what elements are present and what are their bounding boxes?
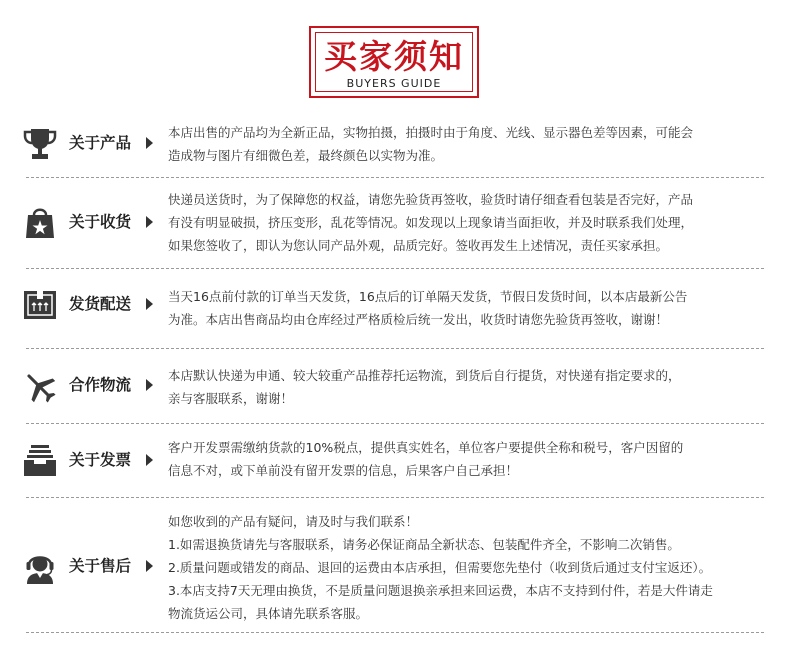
arrow-right-icon	[146, 454, 153, 466]
divider	[26, 268, 764, 269]
text-line: 2.质量问题或错发的商品、退回的运费由本店承担，但需要您先垫付（收到货后通过支付宝返还）。	[168, 560, 712, 575]
divider	[26, 423, 764, 424]
airplane-icon	[22, 369, 58, 405]
text-line: 造成物与图片有细微色差，最终颜色以实物为准。	[168, 148, 444, 163]
arrow-right-icon	[146, 216, 153, 228]
section-text	[168, 436, 778, 482]
text-line: 当天16点前付款的订单当天发货，16点后的订单隔天发货，节假日发货时间，以本店最新公告	[168, 289, 688, 304]
text-line: 为准。本店出售商品均由仓库经过严格质检后统一发出，收货时请您先验货再签收，谢谢！	[168, 312, 669, 327]
text-line: 信息不对，或下单前没有留开发票的信息，后果客户自己承担！	[168, 463, 519, 478]
title-inner-frame	[315, 32, 473, 92]
invoice-tray-icon	[22, 443, 58, 479]
divider	[26, 497, 764, 498]
arrow-right-icon	[146, 137, 153, 149]
text-line: 如果您签收了，即认为您认同产品外观，品质完好。签收再发生上述情况，责任买家承担。	[168, 238, 669, 253]
section-label: 关于产品	[69, 134, 132, 152]
text-line: 亲与客服联系，谢谢！	[168, 391, 294, 406]
section-label: 发货配送	[69, 295, 132, 313]
text-line: 1.如需退换货请先与客服联系，请务必保证商品全新状态、包装配件齐全，不影响二次销售。	[168, 537, 680, 552]
section-label: 关于收货	[69, 213, 132, 231]
text-line: 客户开发票需缴纳货款的10%税点，提供真实姓名，单位客户要提供全称和税号，客户因留的	[168, 440, 684, 455]
text-line: 3.本店支持7天无理由换货，不是质量问题退换亲承担来回运费，本店不支持到付件，若是大件请走	[168, 583, 713, 598]
section-label: 关于发票	[69, 451, 132, 469]
divider	[26, 177, 764, 178]
divider	[26, 632, 764, 633]
package-box-icon	[22, 287, 58, 323]
text-line: 有没有明显破损，挤压变形，乱花等情况。如发现以上现象请当面拒收，并及时联系我们处理，	[168, 215, 694, 230]
section-label: 关于售后	[69, 557, 132, 575]
arrow-right-icon	[146, 560, 153, 572]
shopping-bag-icon	[22, 204, 58, 240]
text-line: 如您收到的产品有疑问，请及时与我们联系！	[168, 514, 419, 529]
text-line: 本店默认快递为申通、较大较重产品推荐托运物流，到货后自行提货，对快递有指定要求的，	[168, 368, 681, 383]
divider	[26, 348, 764, 349]
section-text	[168, 285, 778, 331]
section-text	[168, 510, 778, 625]
section-text	[168, 364, 778, 410]
customer-service-icon	[22, 549, 58, 585]
text-line: 物流货运公司，具体请先联系客服。	[168, 606, 369, 621]
page-subtitle: BUYERS GUIDE	[346, 77, 442, 90]
section-text	[168, 121, 778, 167]
title-box	[309, 26, 479, 98]
section-label: 合作物流	[69, 376, 132, 394]
text-line: 快递员送货时，为了保障您的权益，请您先验货再签收，验货时请仔细查看包装是否完好，产品	[168, 192, 694, 207]
arrow-right-icon	[146, 379, 153, 391]
trophy-icon	[22, 126, 58, 162]
section-text	[168, 188, 778, 257]
page-title: 买家须知	[324, 37, 464, 76]
text-line: 本店出售的产品均为全新正品，实物拍摄，拍摄时由于角度、光线、显示器色差等因素，可能会	[168, 125, 694, 140]
arrow-right-icon	[146, 298, 153, 310]
